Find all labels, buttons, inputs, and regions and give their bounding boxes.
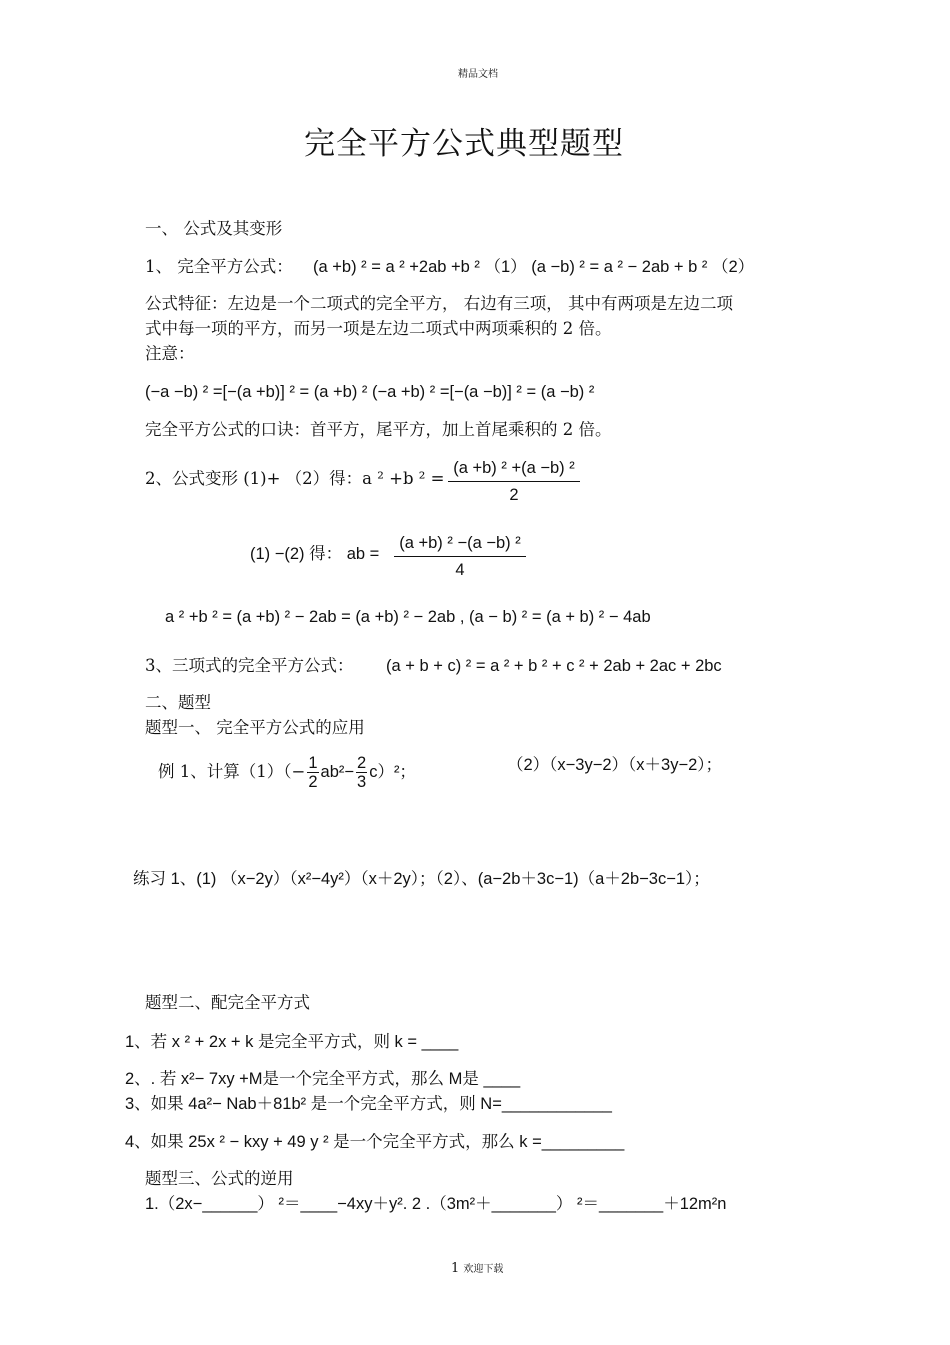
question-2: 2、. 若 x²− 7xy +M是一个完全平方式，那么 M是 ____ — [125, 1070, 521, 1088]
fraction-numerator: (a +b) ² −(a −b) ² — [394, 532, 526, 557]
formula-feature-line-2: 式中每一项的平方，而另一项是左边二项式中两项乘积的 2 倍。 — [145, 319, 612, 338]
type-2-heading: 题型二、配完全平方式 — [145, 993, 310, 1012]
variation-3: a ² +b ² = (a +b) ² − 2ab = (a +b) ² − 2ab , (a − b) ² = (a + b) ² − 4ab — [165, 608, 651, 626]
mnemonic: 完全平方公式的口诀：首平方，尾平方，加上首尾乘积的 2 倍。 — [145, 420, 612, 439]
footer — [451, 1258, 503, 1281]
question-4: 4、如果 25x ² − kxy + 49 y ² 是一个完全平方式，那么 k =_________ — [125, 1133, 625, 1151]
type-1-heading: 题型一、 完全平方公式的应用 — [145, 718, 365, 737]
formula-feature-line-1: 公式特征：左边是一个二项式的完全平方， 右边有三项， 其中有两项是左边二项 — [145, 294, 733, 313]
fraction-denominator: 4 — [455, 561, 465, 579]
type-3-heading: 题型三、公式的逆用 — [145, 1169, 294, 1188]
variation-1-label: 2、公式变形 (1)+ （2）得：a ² +b ² = — [145, 469, 445, 488]
fraction-one-half: $\frac{1}{2}$ — [308, 754, 318, 791]
variation-1-fraction — [448, 457, 580, 506]
example-1 — [158, 754, 416, 791]
example-1-part-2: （2）（x−3y−2）（x＋3y−2）； — [507, 756, 723, 774]
fraction-numerator: (a +b) ² +(a −b) ² — [448, 457, 580, 482]
trinomial-label: 3、三项式的完全平方公式： — [145, 656, 354, 675]
trinomial-formula: (a + b + c) ² = a ² + b ² + c ² + 2ab + 2ac + 2bc — [386, 657, 722, 675]
question-1: 1、若 x ² + 2x + k 是完全平方式，则 k = ____ — [125, 1033, 459, 1051]
variation-2-label: (1) −(2) 得： ab = — [250, 545, 380, 563]
formula-label: 1、 完全平方公式： — [145, 257, 293, 276]
footer-note: 欢迎下载 — [463, 1264, 504, 1275]
practice-1: 练习 1、(1) （x−2y）（x²−4y²）（x＋2y）；（2）、(a−2b＋3c−1)（a＋2b−3c−1）； — [133, 870, 710, 888]
page-title: 完全平方公式典型题型 — [304, 126, 624, 162]
header-note: 精品文档 — [458, 69, 498, 80]
example-1-middle: ab²− — [320, 763, 354, 781]
section-1-heading: 一、 公式及其变形 — [145, 219, 283, 238]
reverse-question-1: 1.（2x−______） ²＝____−4xy＋y². 2 .（3m²＋_______） ²＝_______＋12m²n — [145, 1195, 727, 1213]
page-number: 1 — [451, 1261, 460, 1276]
section-2-heading: 二、题型 — [145, 693, 211, 712]
square-formulas: (a +b) ² = a ² +2ab +b ² （1） (a −b) ² = a ² − 2ab + b ² （2） — [313, 258, 755, 276]
note-equations: (−a −b) ² =[−(a +b)] ² = (a +b) ² (−a +b) ² =[−(a −b)] ² = (a −b) ² — [145, 383, 595, 401]
example-1-label: 例 1、计算（1）（− — [158, 762, 306, 781]
fraction-denominator: 2 — [509, 486, 519, 504]
variation-2-fraction — [394, 532, 526, 581]
question-3: 3、如果 4a²− Nab＋81b² 是一个完全平方式，则 N=____________ — [125, 1095, 612, 1113]
fraction-two-thirds: $\frac{2}{3}$ — [357, 754, 367, 791]
example-1-end: c）²； — [369, 763, 416, 781]
note-label: 注意： — [145, 344, 195, 363]
